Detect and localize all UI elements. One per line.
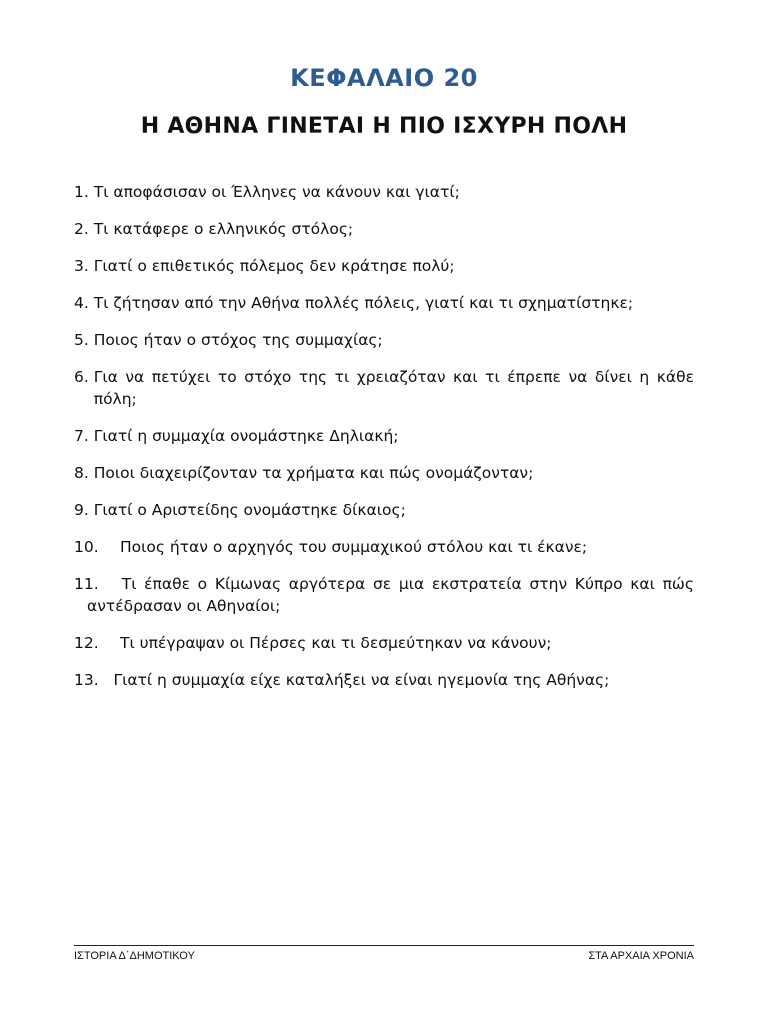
question-text: Τι αποφάσισαν οι Έλληνες να κάνουν και γιατί; <box>93 183 460 201</box>
question-list <box>74 181 694 706</box>
question-item <box>74 536 694 558</box>
question-text: Γιατί ο επιθετικός πόλεμος δεν κράτησε πολύ; <box>93 257 455 275</box>
question-item <box>74 425 694 447</box>
question-item <box>74 499 694 521</box>
question-item <box>74 366 694 410</box>
question-text: Γιατί η συμμαχία ονομάστηκε Δηλιακή; <box>93 427 399 445</box>
question-number: 3. <box>74 257 89 275</box>
question-number: 12. <box>74 634 99 652</box>
question-text: Γιατί ο Αριστείδης ονομάστηκε δίκαιος; <box>93 501 406 519</box>
question-item <box>74 181 694 203</box>
question-item <box>74 255 694 277</box>
question-number: 9. <box>74 501 89 519</box>
question-text: Τι κατάφερε ο ελληνικός στόλος; <box>93 220 354 238</box>
question-number: 7. <box>74 427 89 445</box>
question-number: 5. <box>74 331 89 349</box>
question-text: Τι υπέγραψαν οι Πέρσες και τι δεσμεύτηκαν να κάνουν; <box>120 634 552 652</box>
footer-right-text: ΣΤΑ ΑΡΧΑΙΑ ΧΡΟΝΙΑ <box>588 950 694 962</box>
question-text: Τι ζήτησαν από την Αθήνα πολλές πόλεις, γιατί και τι σχηματίστηκε; <box>93 294 634 312</box>
question-text: Τι έπαθε ο Κίμωνας αργότερα σε μια εκστρατεία στην Κύπρο και πώς αντέδρασαν οι Αθηναίοι; <box>87 575 694 615</box>
question-text: Γιατί η συμμαχία είχε καταλήξει να είναι ηγεμονία της Αθήνας; <box>113 671 610 689</box>
question-item <box>74 573 694 617</box>
footer-left-text: ΙΣΤΟΡΙΑ Δ΄ΔΗΜΟΤΙΚΟΥ <box>74 950 195 962</box>
question-number: 13. <box>74 671 99 689</box>
question-number: 10. <box>74 538 99 556</box>
question-number: 1. <box>74 183 89 201</box>
question-number: 4. <box>74 294 89 312</box>
footer-divider <box>74 945 694 946</box>
question-text: Ποιοι διαχειρίζονταν τα χρήματα και πώς ονομάζονταν; <box>93 464 534 482</box>
question-text: Για να πετύχει το στόχο της τι χρειαζόταν και τι έπρεπε να δίνει η κάθε πόλη; <box>93 368 694 408</box>
page-title: Η ΑΘΗΝΑ ΓΙΝΕΤΑΙ Η ΠΙΟ ΙΣΧΥΡΗ ΠΟΛΗ <box>140 114 628 139</box>
question-item <box>74 462 694 484</box>
question-number: 2. <box>74 220 89 238</box>
question-item <box>74 292 694 314</box>
question-text: Ποιος ήταν ο στόχος της συμμαχίας; <box>93 331 383 349</box>
chapter-heading: ΚΕΦΑΛΑΙΟ 20 <box>290 64 478 92</box>
question-item <box>74 632 694 654</box>
question-item <box>74 329 694 351</box>
question-item <box>74 669 694 691</box>
question-number: 8. <box>74 464 89 482</box>
question-item <box>74 218 694 240</box>
question-number: 11. <box>74 575 99 593</box>
question-text: Ποιος ήταν ο αρχηγός του συμμαχικού στόλου και τι έκανε; <box>120 538 588 556</box>
question-number: 6. <box>74 368 89 386</box>
